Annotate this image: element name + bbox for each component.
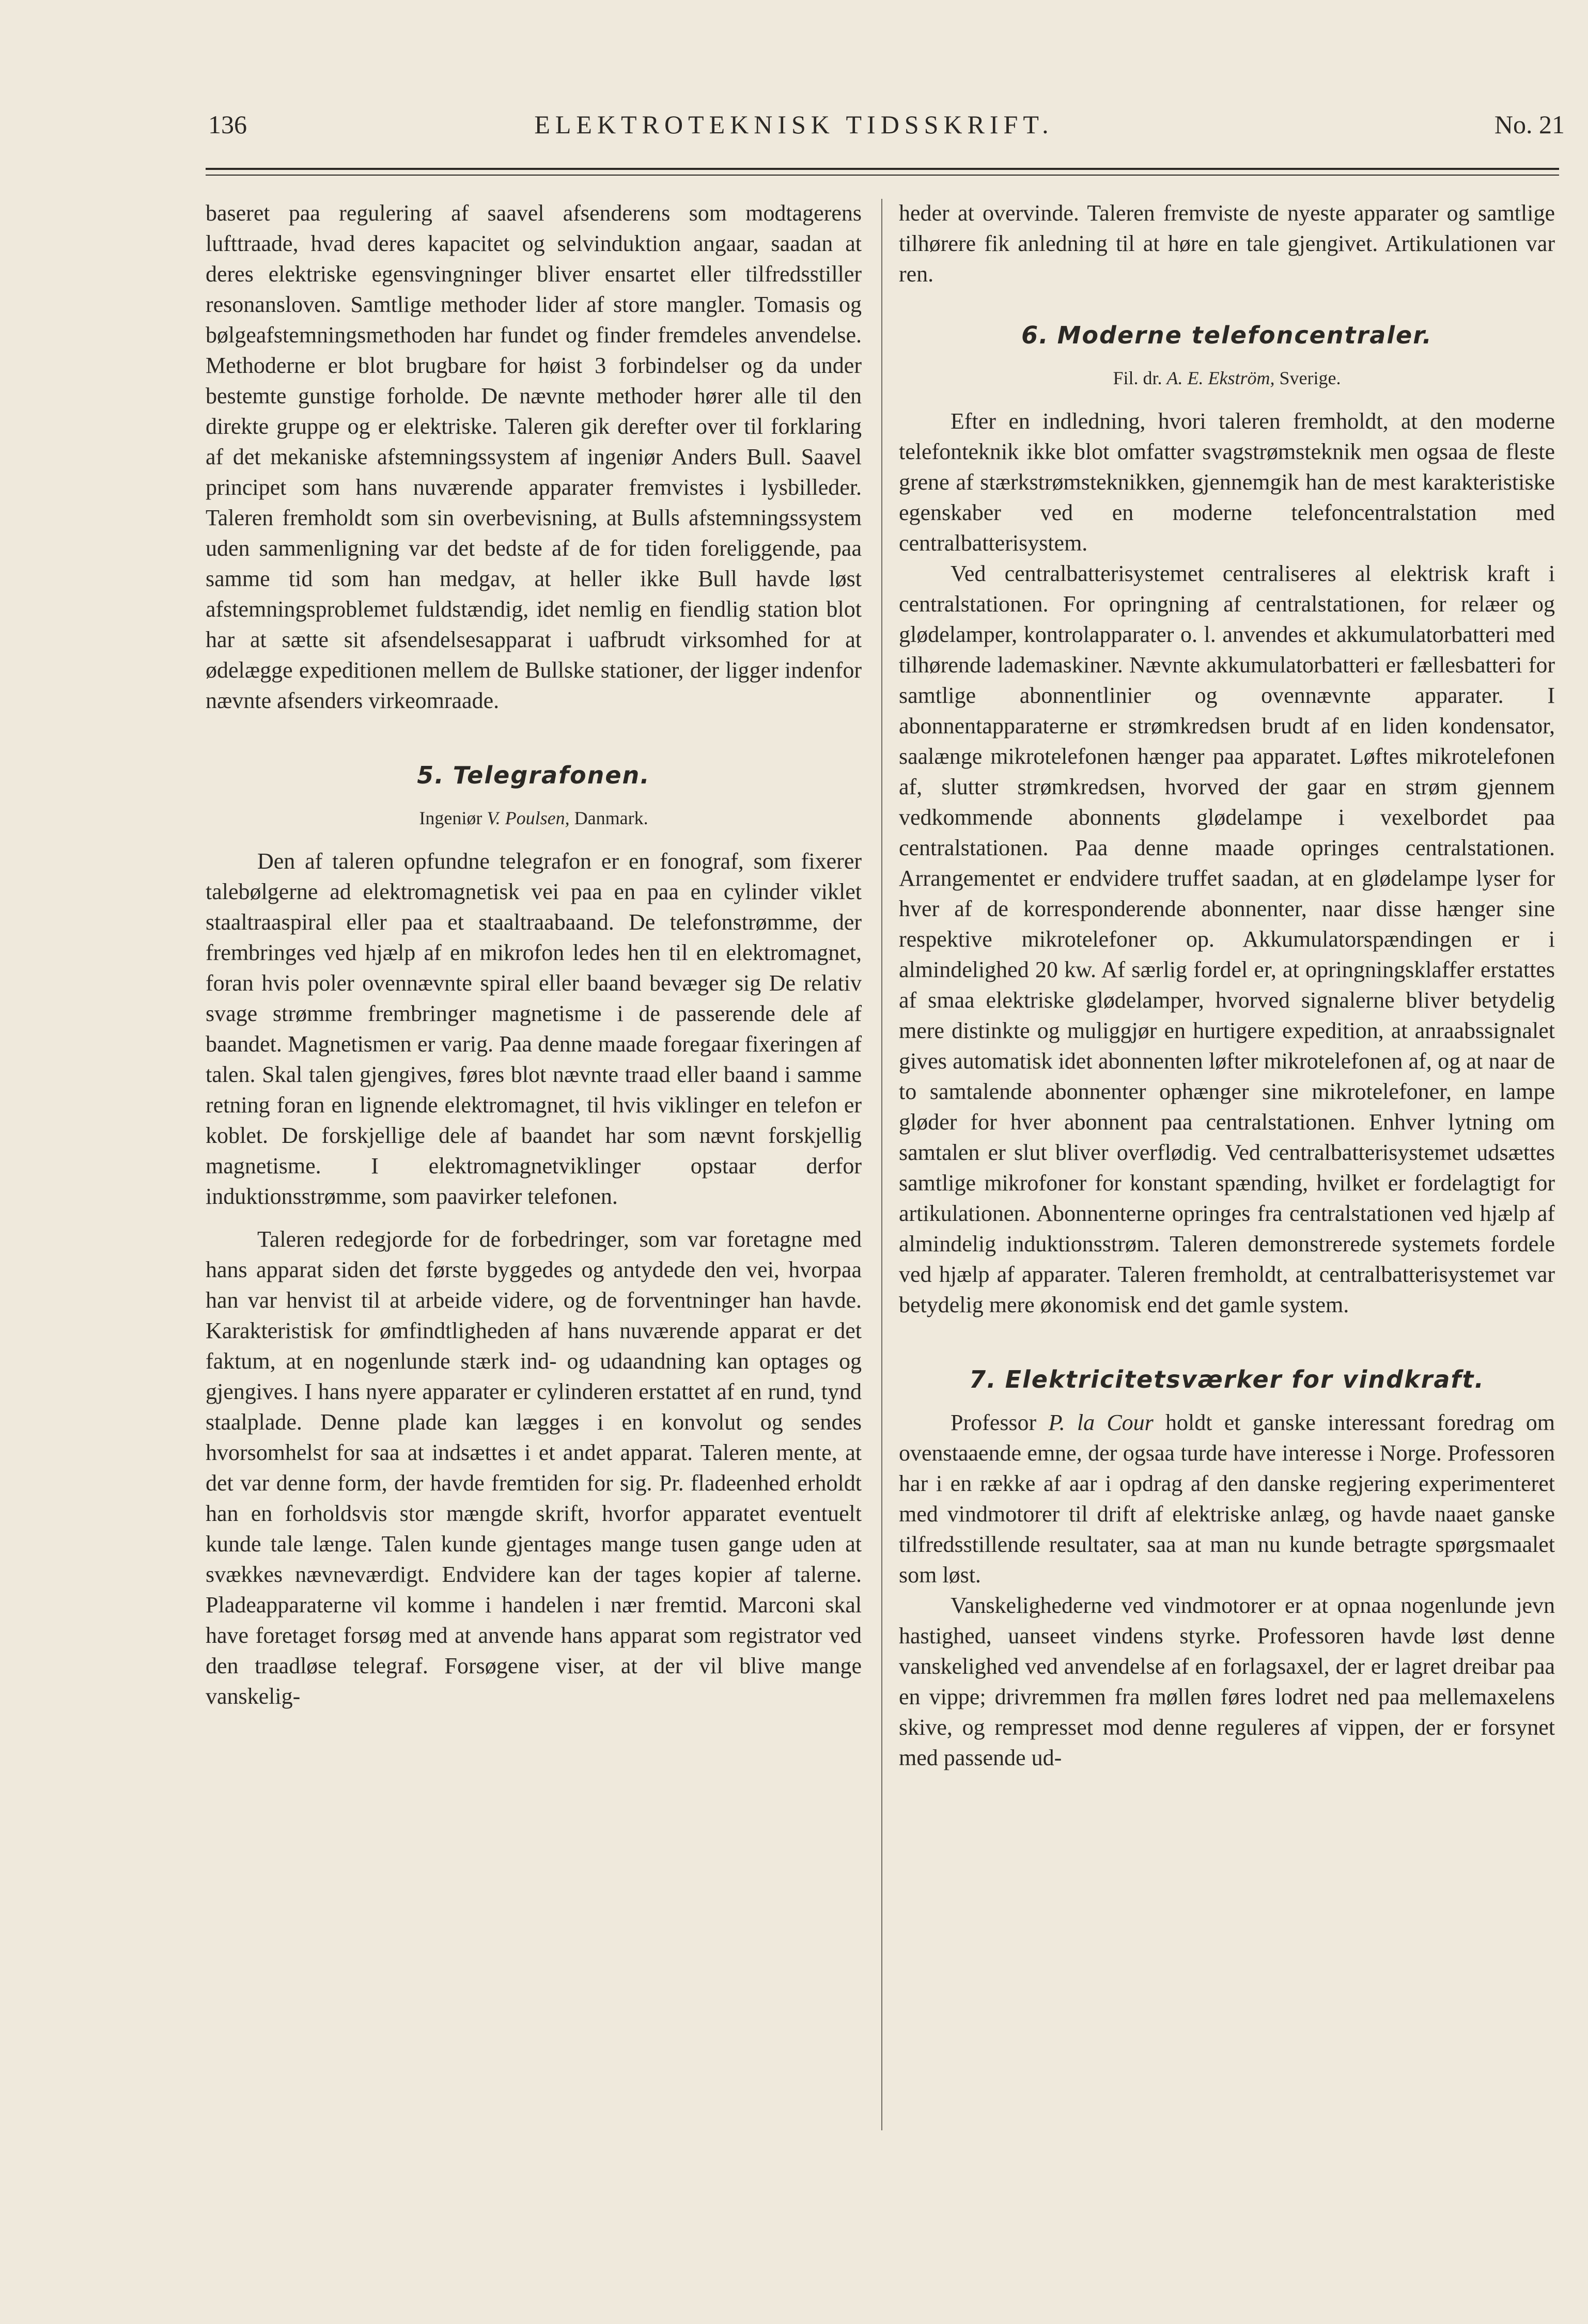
- byline-country: Danmark.: [574, 808, 648, 828]
- body-paragraph: heder at overvinde. Taleren fremviste de nyeste apparater og samtlige tilhørere fik anledning til at høre en tale gjengivet. Artikulationen var ren.: [899, 200, 1555, 287]
- byline-prefix: Fil. dr.: [1113, 368, 1162, 388]
- section-heading: [206, 760, 862, 791]
- body-paragraph: Den af taleren opfundne telegrafon er en fonograf, som fixerer talebølgerne ad elektromagnetisk vei paa en paa en cylinder viklet staaltraaspiral eller paa et staaltraabaand. De telefonstrømme, der frembringes ved hjælp af en mikrofon ledes hen til en elektromagnet, foran hvis poler ovennævnte spiral eller baand bevæger sig De relativ svage strømme frembringer magnetisme i de passerende dele af baandet. Magnetismen er varig. Paa denne maade foregaar fixeringen af talen. Skal talen gjengives, føres blot nævnte traad eller baand i samme retning foran en lignende elektromagnet, til hvis viklinger en telefon er koblet. De forskjellige dele af baandet har som nævnt forskjellig magnetisme. I elektromagnetviklinger opstaar derfor induktionsstrømme, som paavirker telefonen.: [206, 849, 862, 1209]
- section-title: Elektricitetsværker for vindkraft.: [1005, 1365, 1485, 1393]
- journal-title: ELEKTROTEKNISK TIDSSKRIFT.: [534, 110, 1054, 139]
- section-number: 6.: [1021, 321, 1049, 349]
- byline-country: Sverige.: [1279, 368, 1341, 388]
- header-rule-thin: [206, 175, 1559, 176]
- byline: [899, 363, 1555, 394]
- byline: [206, 803, 862, 834]
- section-heading: [899, 320, 1555, 351]
- issue-number: No. 21: [1494, 110, 1565, 139]
- body-paragraph: Ved centralbatterisystemet centraliseres al elektrisk kraft i centralstationen. For opringning af centralstationen, for relæer og glødelamper, kontrolapparater o. l. anvendes et akkumulatorbatteri med tilhørende lademaskiner. Nævnte akkumulatorbatteri er fællesbatteri for samtlige abonnentlinier og ovennævnte apparater. I abonnentapparaterne er strømkredsen brudt af en liden kondensator, saalænge mikrotelefonen hænger paa apparatet. Løftes mikrotelefonen af, slutter strømkredsen, hvorved der gaar en strøm gjennem vedkommende abonnents glødelampe i vexelbordet paa centralstationen. Paa denne maade opringes centralstationen. Arrangementet er endvidere truffet saadan, at en glødelampe lyser for hver af de korresponderende abonnenter, naar disse hænger sine respektive mikrotelefoner op. Akkumulatorspændingen er i almindelighed 20 kw. Af særlig fordel er, at opringningsklaffer erstattes af smaa elektriske glødelamper, hvorved signalerne bliver betydelig mere distinkte og muliggjør en hurtigere expedition, at anraabssignalet gives automatisk idet abonnenten løfter mikrotelefonen af, og at naar de to samtalende abonnenter ophænger sine mikrotelefoner, en lampe gløder for hver abonnent paa centralstationen. Enhver lytning om samtalen er slut bliver overflødig. Ved centralbatterisystemet udsættes samtlige mikrofoner for konstant spænding, hvilket er fordelagtigt for artikulationen. Abonnenterne opringes fra centralstationen ved hjælp af almindelig induktionsstrøm. Taleren demonstrerede systemets fordele ved hjælp af apparater. Taleren fremholdt, at centralbatterisystemet var betydelig mere økonomisk end det gamle system.: [899, 561, 1555, 1317]
- text-fragment: Professor: [951, 1410, 1037, 1435]
- body-paragraph: [899, 1407, 1555, 1590]
- left-column: [206, 198, 862, 1711]
- body-paragraph: Efter en indledning, hvori taleren fremholdt, at den moderne telefonteknik ikke blot omfatter svagstrømsteknik men ogsaa de fleste grene af stærkstrømsteknikken, gjennemgik han de mest karakteristiske egenskaber ved en moderne telefoncentralstation med centralbatterisystem.: [899, 409, 1555, 556]
- column-divider: [881, 199, 882, 2130]
- text-fragment: holdt et ganske interessant foredrag om ovenstaaende emne, der ogsaa turde have interesse i Norge. Professoren har i en række af aar i opdrag af den danske regjering experimenteret med vindmotorer til drift af elektriske anlæg, og havde naaet ganske tilfredsstillende resultater, saa at man nu kunde betragte spørgsmaalet som løst.: [899, 1410, 1555, 1588]
- header-rule-thick: [206, 168, 1559, 170]
- section-heading: [899, 1364, 1555, 1395]
- person-name: P. la Cour: [1048, 1410, 1154, 1435]
- section-title: Moderne telefoncentraler.: [1057, 321, 1433, 349]
- right-column: [899, 198, 1555, 1773]
- page-number: 136: [208, 110, 247, 139]
- byline-prefix: Ingeniør: [419, 808, 482, 828]
- body-paragraph: baseret paa regulering af saavel afsenderens som modtagerens lufttraade, hvad deres kapacitet og selvinduktion angaar, saadan at deres elektriske egensvingninger bliver ensartet eller tilfredsstiller resonansloven. Samtlige methoder lider af store mangler. Tomasis og bølgeafstemningsmethoden har fundet og finder fremdeles anvendelse. Methoderne er blot brugbare for høist 3 forbindelser og da under bestemte gunstige forholde. De nævnte methoder hører alle til den direkte gruppe og er elektriske. Taleren gik derefter over til forklaring af det mekaniske afstemningssystem af ingeniør Anders Bull. Saavel principet som hans nuværende apparater fremvistes i lysbilleder. Taleren fremholdt som sin overbevisning, at Bulls afstemningssystem uden sammenligning var det bedste af de for tiden foreliggende, paa samme tid som han medgav, at heller ikke Bull havde løst afstemningsproblemet fuldstændig, idet nemlig en fiendlig station blot har at sætte sit afsendelsesapparat i uafbrudt virksomhed for at ødelægge expeditionen mellem de Bullske stationer, der ligger indenfor nævnte afsenders virkeomraade.: [206, 200, 862, 713]
- byline-author: V. Poulsen,: [487, 808, 570, 828]
- section-number: 5.: [417, 761, 445, 789]
- section-number: 7.: [969, 1365, 997, 1393]
- byline-author: A. E. Ekström,: [1166, 368, 1275, 388]
- section-title: Telegrafonen.: [453, 761, 650, 789]
- body-paragraph: Vanskelighederne ved vindmotorer er at opnaa nogenlunde jevn hastighed, uanseet vindens styrke. Professoren havde løst denne vanskelighed ved anvendelse af en forlagsaxel, der er lagret dreibar paa en vippe; drivremmen fra møllen føres lodret ned paa mellemaxelens skive, og rempresset mod denne reguleres af vippen, der er forsynet med passende ud-: [899, 1593, 1555, 1770]
- body-paragraph: Taleren redegjorde for de forbedringer, som var foretagne med hans apparat siden det første byggedes og antydede den vei, hvorpaa han var henvist til at arbeide videre, og de forventninger han havde. Karakteristisk for ømfindtligheden af hans nuværende apparat er det faktum, at en nogenlunde stærk ind- og udaandning kan optages og gjengives. I hans nyere apparater er cylinderen erstattet af en rund, tynd staalplade. Denne plade kan lægges i en konvolut og sendes hvorsomhelst for saa at indsættes i et andet apparat. Taleren mente, at det var denne form, der havde fremtiden for sig. Pr. fladeenhed erholdt han en forholdsvis stor mængde skrift, hvorfor apparatet eventuelt kunde tale længe. Talen kunde gjentages mange tusen gange uden at svækkes nævneværdigt. Endvidere kan der tages kopier af talerne. Pladeapparaterne vil komme i handelen i nær fremtid. Marconi skal have foretaget forsøg med at anvende hans apparat som registrator ved den traadløse telegraf. Forsøgene viser, at der vil blive mange vanskelig-: [206, 1227, 862, 1709]
